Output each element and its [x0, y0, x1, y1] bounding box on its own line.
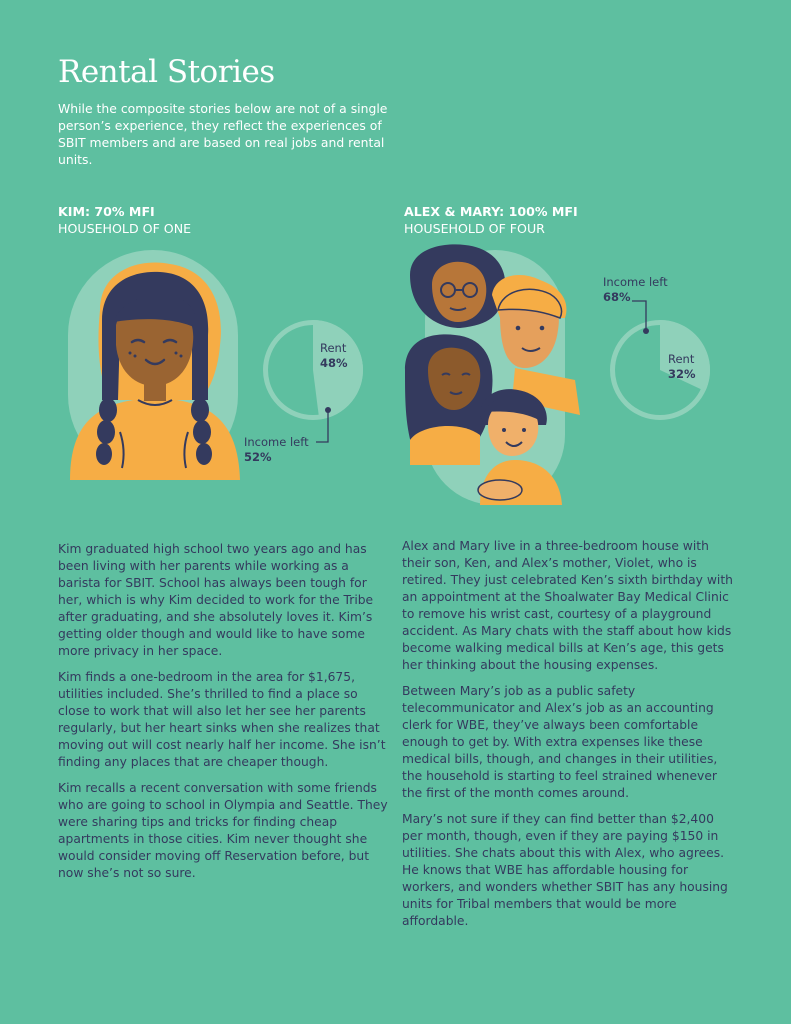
alex-mary-income-leader-line [630, 297, 660, 342]
kim-household-label [58, 203, 191, 237]
alex-mary-rent-pct: 32% [668, 367, 696, 381]
kim-income-text: Income left [244, 435, 309, 449]
kim-income-pct: 52% [244, 450, 272, 464]
alex-mary-rent-text: Rent [668, 352, 695, 366]
kim-name-label: KIM: 70% MFI [58, 204, 155, 219]
kim-story [58, 541, 390, 891]
alex-mary-name-label: ALEX & MARY: 100% MFI [404, 204, 578, 219]
kim-rent-text: Rent [320, 341, 347, 355]
alex-mary-family-illustration [400, 240, 590, 515]
alex-mary-household-label [404, 203, 578, 237]
kim-illustration [60, 250, 250, 485]
alex-mary-paragraph: Alex and Mary live in a three-bedroom house with their son, Ken, and Alex’s mother, Violet, who is retired. They just celebrated Ken’s sixth birthday with an appointment at the Shoalwater Bay Medical Clinic to remove his wrist cast, courtesy of a playground accident. As Mary chats with the staff about how kids become walking medical bills at Ken’s age, this gets her thinking about the housing expenses. [402, 539, 733, 672]
alex-mary-rent-label [668, 352, 696, 382]
kim-paragraph: Kim finds a one-bedroom in the area for $1,675, utilities included. She’s thrilled to find a place so close to work that will also let her see her parents regularly, but her heart sinks when she realizes that moving out will cost nearly half her income. She isn’t finding any places that are cheaper though. [58, 670, 386, 769]
kim-household-size: HOUSEHOLD OF ONE [58, 221, 192, 236]
alex-mary-income-text: Income left [603, 275, 668, 289]
alex-mary-household-size: HOUSEHOLD OF FOUR [404, 221, 545, 236]
kim-paragraph: Kim recalls a recent conversation with some friends who are going to school in Olympia and Seattle. They were sharing tips and tricks for finding cheap apartments in those cities. Kim never thought she would consider moving off Reservation before, but now she’s not so sure. [58, 781, 388, 880]
alex-mary-paragraph: Mary’s not sure if they can find better than $2,400 per month, though, even if they are paying $150 in utilities. She chats about this with Alex, who agrees. He knows that WBE has affordable housing for workers, and wonders whether SBIT has any housing units for Tribal members that would be more affordable. [402, 812, 728, 928]
alex-mary-paragraph: Between Mary’s job as a public safety telecommunicator and Alex’s job as an accounting clerk for WBE, they’ve always been comfortable enough to get by. With extra expenses like these medical bills, though, and changes in their utilities, the household is starting to feel strained whenever the first of the month comes around. [402, 684, 718, 800]
kim-rent-pct: 48% [320, 356, 348, 370]
alex-mary-story [402, 538, 734, 939]
kim-income-label [244, 435, 309, 465]
alex-mary-income-pct: 68% [603, 290, 631, 304]
page-title: Rental Stories [58, 54, 275, 90]
kim-income-leader-line [310, 405, 340, 450]
kim-paragraph: Kim graduated high school two years ago and has been living with her parents while working as a barista for SBIT. School has always been tough for her, which is why Kim decided to work for the Tribe after graduating, and she absolutely loves it. Kim’s getting older though and would like to have some more privacy in her space. [58, 542, 374, 658]
kim-rent-label [320, 341, 348, 371]
intro-text: While the composite stories below are not of a single person’s experience, they reflect the experiences of SBIT members and are based on real jobs and rental units. [58, 101, 388, 167]
